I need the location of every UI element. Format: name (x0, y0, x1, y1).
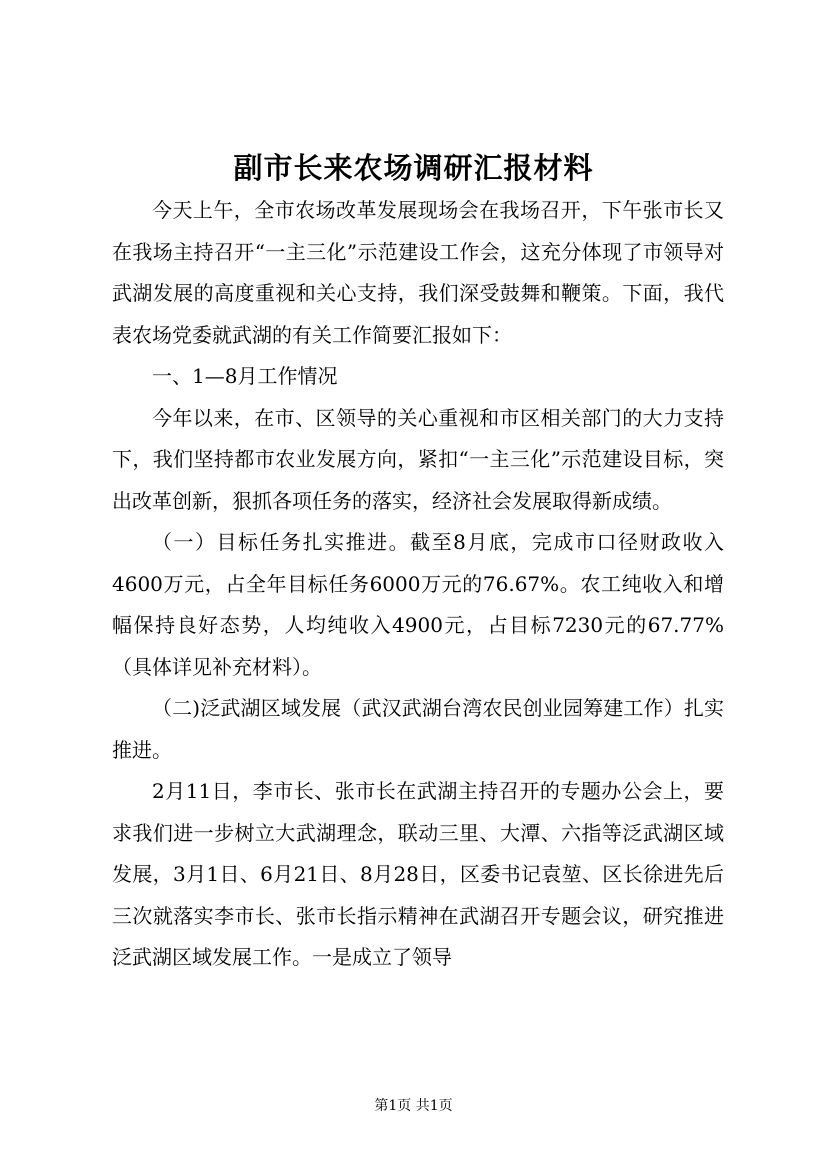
paragraph-targets: （一）目标任务扎实推进。截至8月底，完成市口径财政收入4600万元，占全年目标任务6000万元的76.67%。农工纯收入和增幅保持良好态势，人均纯收入4900元，占目标7230元的67.77%（具体详见补充材料）。 (112, 530, 724, 679)
paragraph-meetings: 2月11日，李市长、张市长在武湖主持召开的专题办公会上，要求我们进一步树立大武湖理念，联动三里、大潭、六指等泛武湖区域发展，3月1日、6月21日、8月28日，区委书记袁堃、区长徐进先后三次就落实李市长、张市长指示精神在武湖召开专题会议，研究推进泛武湖区域发展工作。一是成立了领导 (112, 779, 724, 969)
document-body (112, 190, 724, 979)
paragraph-overview: 今年以来，在市、区领导的关心重视和市区相关部门的大力支持下，我们坚持都市农业发展方向，紧扣“一主三化”示范建设目标，突出改革创新，狠抓各项任务的落实，经济社会发展取得新成绩。 (112, 405, 724, 513)
paragraph-intro: 今天上午，全市农场改革发展现场会在我场召开，下午张市长又在我场主持召开“一主三化”示范建设工作会，这充分体现了市领导对武湖发展的高度重视和关心支持，我们深受鼓舞和鞭策。下面，我代表农场党委就武湖的有关工作简要汇报如下： (112, 198, 724, 347)
section-heading-1: 一、1—8月工作情况 (152, 364, 338, 388)
paragraph-regional: （二)泛武湖区域发展（武汉武湖台湾农民创业园筹建工作）扎实推进。 (112, 696, 724, 762)
page-footer: 第1页 共1页 (374, 1098, 453, 1114)
document-title: 副市长来农场调研汇报材料 (233, 151, 594, 185)
